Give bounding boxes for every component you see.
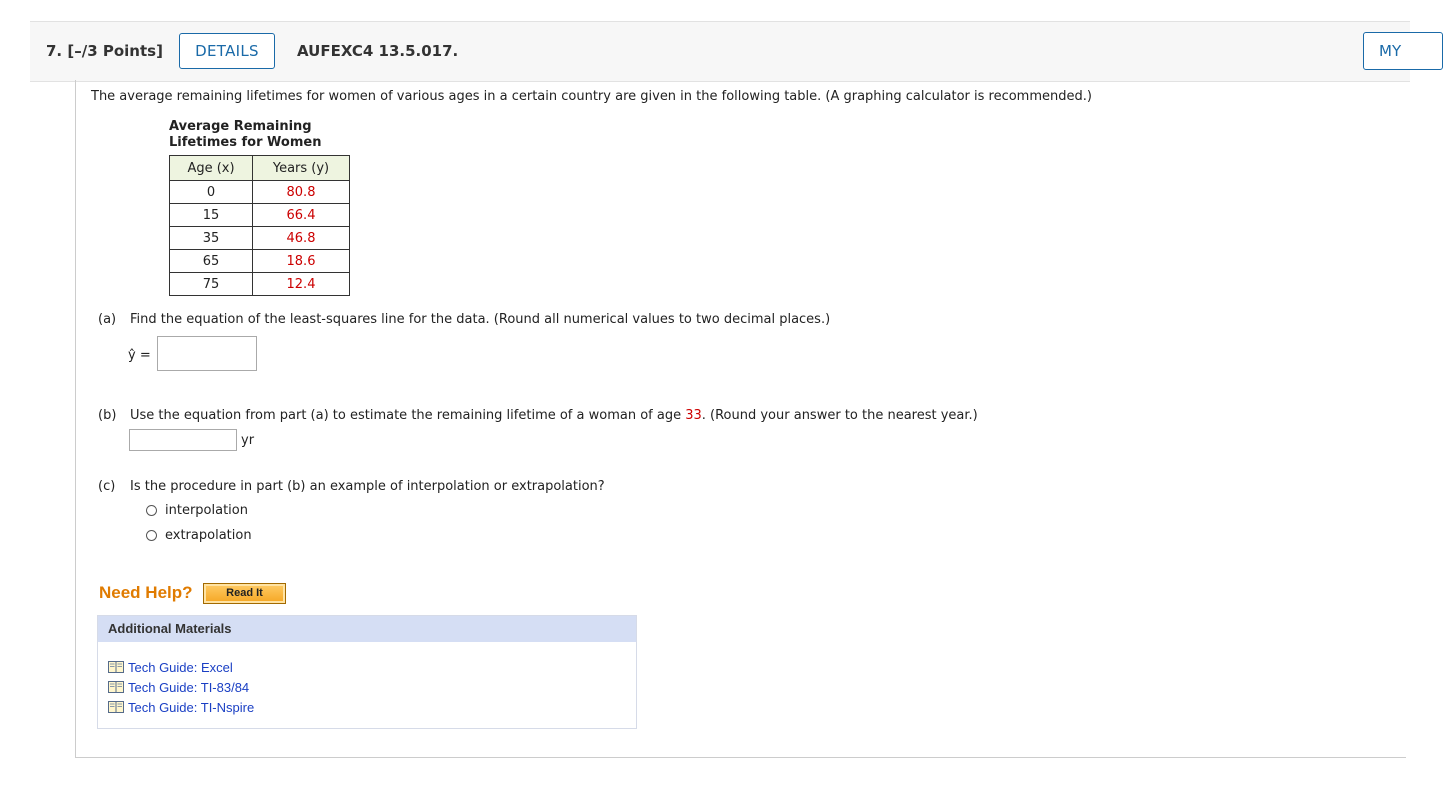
part-b-label: (b) — [98, 408, 117, 423]
part-a-text: Find the equation of the least-squares line for the data. (Round all numerical values to two decimal places.) — [130, 312, 831, 327]
additional-materials-title: Additional Materials — [98, 616, 636, 642]
table-caption — [169, 119, 321, 151]
remaining-lifetime-input[interactable] — [129, 429, 237, 451]
tech-guide-ti8384-label[interactable]: Tech Guide: TI-83/84 — [128, 679, 250, 695]
tech-guide-links — [108, 657, 254, 717]
tech-guide-excel-label[interactable]: Tech Guide: Excel — [128, 659, 233, 675]
question-code: AUFEXC4 13.5.017. — [297, 42, 459, 60]
years-cell: 12.4 — [253, 273, 350, 296]
years-cell: 80.8 — [253, 181, 350, 204]
part-a-label: (a) — [98, 312, 117, 327]
yhat-label: ŷ = — [128, 348, 151, 363]
tech-guide-tinspire-label[interactable]: Tech Guide: TI-Nspire — [128, 699, 255, 715]
table-row — [170, 227, 350, 250]
part-c-label: (c) — [98, 479, 116, 494]
tech-guide-excel-link[interactable] — [108, 657, 254, 677]
part-b-text-after: . (Round your answer to the nearest year.) — [701, 408, 978, 423]
book-icon — [108, 681, 124, 693]
book-icon — [108, 661, 124, 673]
least-squares-equation-input[interactable] — [157, 336, 257, 371]
radio-extrapolation-label[interactable]: extrapolation — [165, 527, 252, 543]
lifetimes-table — [169, 155, 350, 296]
tech-guide-ti8384-link[interactable] — [108, 677, 254, 697]
radio-interpolation-label[interactable]: interpolation — [165, 502, 248, 518]
age-cell: 35 — [170, 227, 253, 250]
part-a-prompt — [98, 312, 830, 327]
header-years: Years (y) — [253, 156, 350, 181]
radio-extrapolation[interactable] — [146, 527, 252, 543]
read-it-button[interactable]: Read It — [203, 583, 286, 604]
part-b-age: 33 — [685, 408, 702, 423]
table-row — [170, 250, 350, 273]
details-button[interactable]: DETAILS — [179, 33, 275, 69]
my-notes-button[interactable]: MY — [1363, 32, 1443, 70]
radio-circle-icon[interactable] — [146, 505, 157, 516]
table-row — [170, 181, 350, 204]
header-age: Age (x) — [170, 156, 253, 181]
additional-materials-panel — [97, 615, 637, 729]
age-cell: 0 — [170, 181, 253, 204]
part-b-prompt — [98, 408, 978, 423]
part-c-text: Is the procedure in part (b) an example of interpolation or extrapolation? — [130, 479, 605, 494]
tech-guide-tinspire-link[interactable] — [108, 697, 254, 717]
table-row — [170, 273, 350, 296]
table-row — [170, 204, 350, 227]
radio-interpolation[interactable] — [146, 502, 248, 518]
part-b-text-before: Use the equation from part (a) to estimate the remaining lifetime of a woman of age — [130, 408, 686, 423]
age-cell: 75 — [170, 273, 253, 296]
years-cell: 18.6 — [253, 250, 350, 273]
table-caption-line2: Lifetimes for Women — [169, 135, 322, 150]
book-icon — [108, 701, 124, 713]
intro-text: The average remaining lifetimes for women of various ages in a certain country are given in the following table. (A graphing calculator is recommended.) — [91, 89, 1092, 104]
unit-yr: yr — [241, 433, 255, 448]
radio-circle-icon[interactable] — [146, 530, 157, 541]
question-body — [75, 80, 1406, 758]
years-cell: 46.8 — [253, 227, 350, 250]
years-cell: 66.4 — [253, 204, 350, 227]
table-caption-line1: Average Remaining — [169, 119, 312, 134]
age-cell: 65 — [170, 250, 253, 273]
age-cell: 15 — [170, 204, 253, 227]
question-header — [30, 21, 1410, 82]
need-help-label: Need Help? — [99, 583, 193, 602]
part-c-prompt — [98, 479, 605, 494]
question-number: 7. [–/3 Points] — [46, 42, 163, 60]
